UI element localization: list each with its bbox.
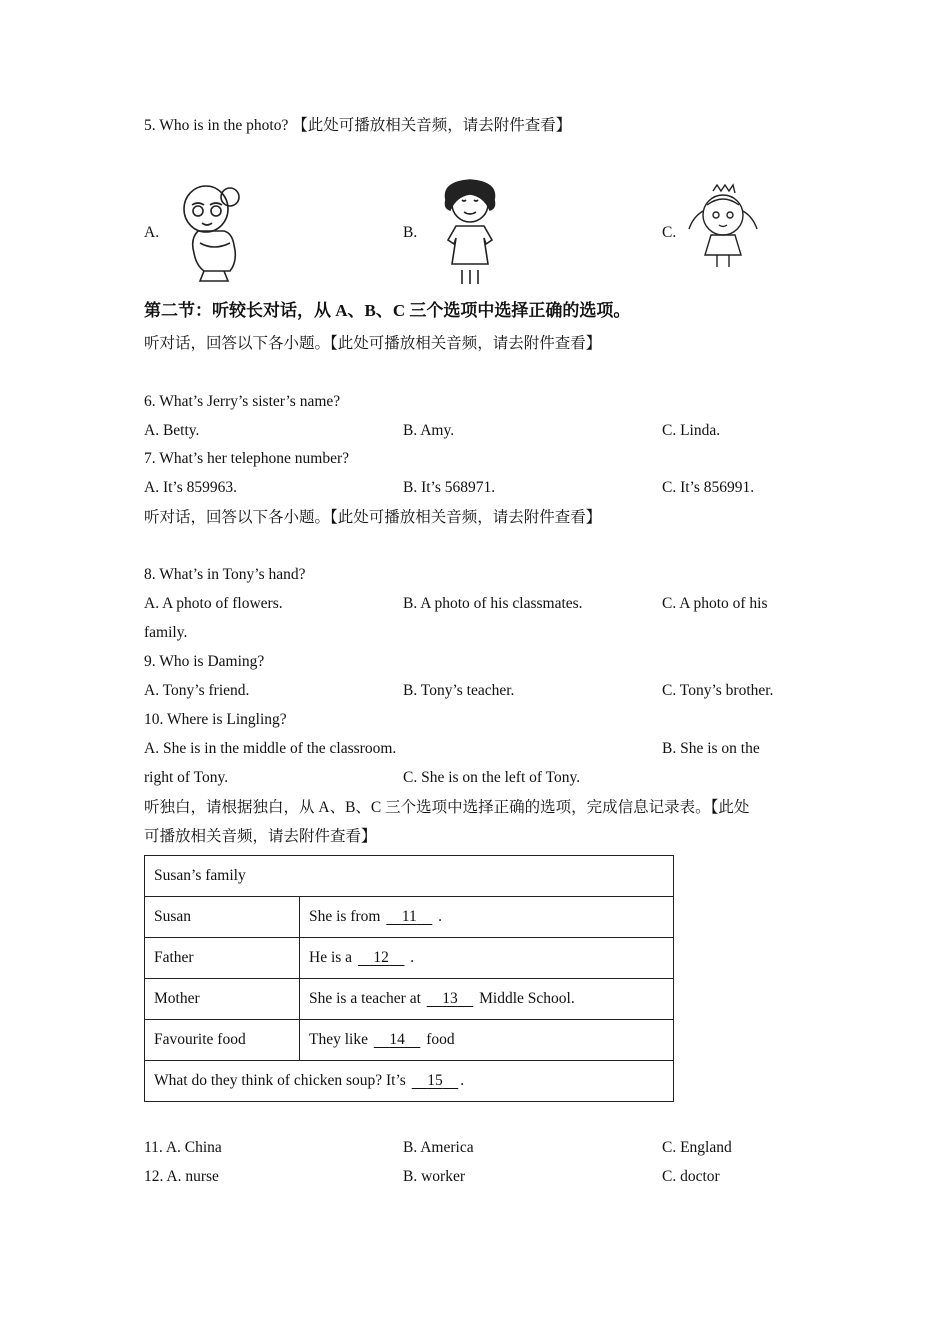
row-post: . [410, 949, 415, 966]
blank-13[interactable] [425, 990, 476, 1007]
row-value [300, 938, 674, 979]
q6-option-b[interactable]: B. Amy. [403, 422, 455, 439]
blank-14[interactable] [372, 1031, 423, 1048]
q10-question: 10. Where is Lingling? [144, 711, 287, 728]
q8-option-a[interactable]: A. A photo of flowers. [144, 595, 283, 612]
row-post: . [438, 908, 443, 925]
blank-number: 15 [427, 1072, 443, 1089]
q10-option-b[interactable]: B. She is on the [662, 740, 760, 757]
blank-11[interactable] [384, 908, 434, 925]
q5-option-b[interactable]: B. [403, 224, 418, 241]
row-value [300, 1020, 674, 1061]
q12-option-b[interactable]: B. worker [403, 1168, 465, 1185]
table-row [145, 1020, 674, 1061]
blank-12[interactable] [356, 949, 407, 966]
q5-question: 5. Who is in the photo? [144, 117, 289, 134]
q7-question: 7. What’s her telephone number? [144, 450, 350, 467]
row-pre: She is from [309, 908, 381, 925]
q8-option-c[interactable]: C. A photo of his [662, 595, 768, 612]
q5-option-c[interactable]: C. [662, 224, 677, 241]
blank-number: 12 [373, 949, 389, 966]
row-value [300, 897, 674, 938]
q6-question: 6. What’s Jerry’s sister’s name? [144, 393, 341, 410]
section2-heading: 第二节：听较长对话，从 A、B、C 三个选项中选择正确的选项。 [144, 301, 631, 320]
row-pre: What do they think of chicken soup? It’s [154, 1072, 406, 1089]
info-record-table [144, 855, 674, 1102]
q8-option-c-continued: family. [144, 624, 188, 641]
dialog1-instruction: 听对话，回答以下各小题。【此处可播放相关音频，请去附件查看】 [144, 335, 602, 352]
q9-option-b[interactable]: B. Tony’s teacher. [403, 682, 515, 699]
row-key: Susan [145, 897, 300, 938]
row-key: Father [145, 938, 300, 979]
q10-option-b-continued: right of Tony. [144, 769, 229, 786]
row-value [300, 979, 674, 1020]
row-pre: They like [309, 1031, 368, 1048]
row-post: . [460, 1072, 465, 1089]
q6-option-c[interactable]: C. Linda. [662, 422, 721, 439]
q11-option-b[interactable]: B. America [403, 1139, 474, 1156]
row-pre: He is a [309, 949, 353, 966]
q12-option-a[interactable]: 12. A. nurse [144, 1168, 219, 1185]
woman-picture [430, 178, 510, 286]
q9-option-c[interactable]: C. Tony’s brother. [662, 682, 774, 699]
row-post: Middle School. [479, 990, 575, 1007]
row-key: Favourite food [145, 1020, 300, 1061]
blank-number: 14 [389, 1031, 405, 1048]
q7-option-a[interactable]: A. It’s 859963. [144, 479, 237, 496]
row-pre: She is a teacher at [309, 990, 421, 1007]
table-title-row [145, 856, 674, 897]
q12-option-c[interactable]: C. doctor [662, 1168, 720, 1185]
q6-option-a[interactable]: A. Betty. [144, 422, 200, 439]
q11-option-a[interactable]: 11. A. China [144, 1139, 222, 1156]
q7-option-c[interactable]: C. It’s 856991. [662, 479, 755, 496]
blank-number: 13 [442, 990, 458, 1007]
q9-question: 9. Who is Daming? [144, 653, 265, 670]
row-value [145, 1061, 674, 1102]
q5-line [144, 116, 571, 136]
monologue-instruction-line1: 听独白，请根据独白，从 A、B、C 三个选项中选择正确的选项，完成信息记录表。【此处 [144, 799, 750, 816]
table-title: Susan’s family [145, 856, 674, 897]
dialog2-instruction: 听对话，回答以下各小题。【此处可播放相关音频，请去附件查看】 [144, 509, 602, 526]
table-row [145, 897, 674, 938]
row-post: food [426, 1031, 455, 1048]
table-row [145, 938, 674, 979]
q10-option-a[interactable]: A. She is in the middle of the classroom. [144, 740, 397, 757]
q7-option-b[interactable]: B. It’s 568971. [403, 479, 496, 496]
grandmother-picture [176, 183, 256, 285]
blank-15[interactable] [410, 1072, 461, 1089]
audio-note[interactable]: 【此处可播放相关音频，请去附件查看】 [292, 117, 572, 134]
q11-option-c[interactable]: C. England [662, 1139, 732, 1156]
q5-option-a[interactable]: A. [144, 224, 160, 241]
table-last-row [145, 1061, 674, 1102]
q8-question: 8. What’s in Tony’s hand? [144, 566, 306, 583]
monologue-instruction-line2: 可播放相关音频，请去附件查看】 [144, 828, 377, 845]
row-key: Mother [145, 979, 300, 1020]
blank-number: 11 [401, 908, 417, 925]
q9-option-a[interactable]: A. Tony’s friend. [144, 682, 250, 699]
girl-picture [683, 183, 763, 271]
q10-option-c[interactable]: C. She is on the left of Tony. [403, 769, 581, 786]
table-row [145, 979, 674, 1020]
q8-option-b[interactable]: B. A photo of his classmates. [403, 595, 583, 612]
